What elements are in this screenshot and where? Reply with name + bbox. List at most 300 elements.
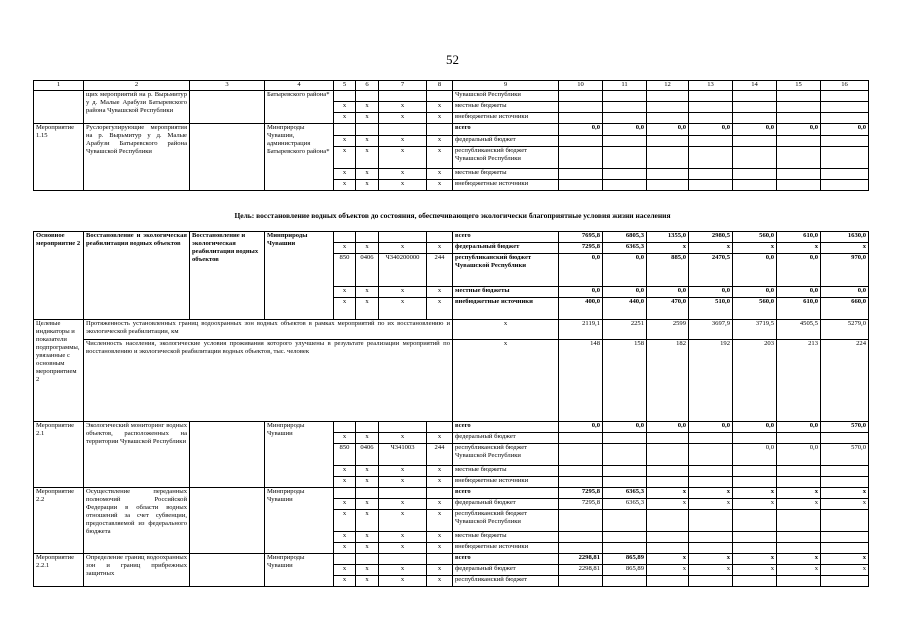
code-cell — [427, 232, 453, 243]
value-cell — [777, 433, 821, 444]
value-cell: 6805,3 — [603, 232, 647, 243]
code-cell: x — [379, 169, 427, 180]
indicator-value: 2119,1 — [559, 320, 603, 340]
code-cell: x — [356, 532, 379, 543]
code-cell: x — [379, 510, 427, 532]
funding-source: федеральный бюджет — [453, 565, 559, 576]
value-cell: 1355,0 — [647, 232, 689, 243]
funding-source: внебюджетные источники — [453, 543, 559, 554]
value-cell: x — [647, 554, 689, 565]
code-cell: x — [379, 136, 427, 147]
value-cell: 560,0 — [733, 232, 777, 243]
column-header: 14 — [733, 81, 777, 91]
value-cell: 0,0 — [559, 422, 603, 433]
code-cell: x — [334, 499, 356, 510]
code-cell: x — [356, 147, 379, 169]
value-cell — [733, 433, 777, 444]
code-cell — [356, 232, 379, 243]
value-cell: 400,0 — [559, 298, 603, 320]
value-cell: x — [821, 499, 869, 510]
value-cell: 7295,8 — [559, 243, 603, 254]
value-cell: x — [689, 243, 733, 254]
value-cell — [603, 147, 647, 169]
value-cell: 0,0 — [689, 124, 733, 136]
value-cell: 440,0 — [603, 298, 647, 320]
value-cell — [559, 477, 603, 488]
funding-source: всего — [453, 554, 559, 565]
funding-source: всего — [453, 422, 559, 433]
code-cell — [334, 422, 356, 433]
funding-source: республиканский бюджет Чувашской Республики — [453, 444, 559, 466]
value-cell: x — [821, 243, 869, 254]
code-cell: x — [334, 102, 356, 113]
value-cell: 1630,0 — [821, 232, 869, 243]
indicator-value: 3697,9 — [689, 320, 733, 340]
code-cell: x — [334, 147, 356, 169]
table-cell — [190, 91, 265, 124]
indicator-value: 148 — [559, 340, 603, 422]
value-cell — [689, 466, 733, 477]
value-cell — [603, 180, 647, 191]
column-header: 11 — [603, 81, 647, 91]
table-cell — [733, 113, 777, 124]
value-cell — [777, 180, 821, 191]
measure-col3 — [190, 422, 265, 488]
table-row — [34, 124, 869, 136]
value-cell: 510,0 — [689, 298, 733, 320]
funding-source: республиканский бюджет Чувашской Республики — [453, 254, 559, 287]
column-header: 1 — [34, 81, 84, 91]
value-cell — [689, 444, 733, 466]
code-cell: x — [379, 466, 427, 477]
column-header: 10 — [559, 81, 603, 91]
code-cell — [356, 488, 379, 499]
value-cell — [689, 532, 733, 543]
code-cell: x — [427, 147, 453, 169]
value-cell: 0,0 — [733, 287, 777, 298]
funding-source: республиканский бюджет — [453, 576, 559, 587]
measure-name: Восстановление и экологическая реабилитация водных объектов — [84, 232, 190, 320]
code-cell: x — [379, 147, 427, 169]
code-cell: x — [334, 466, 356, 477]
value-cell — [559, 147, 603, 169]
code-cell — [334, 232, 356, 243]
funding-source: внебюджетные источники — [453, 180, 559, 191]
code-cell — [379, 554, 427, 565]
value-cell — [647, 576, 689, 587]
code-cell: x — [379, 102, 427, 113]
indicator-value: 158 — [603, 340, 647, 422]
value-cell: x — [821, 488, 869, 499]
value-cell: 0,0 — [777, 287, 821, 298]
measure-label: Мероприятие 2.2.1 — [34, 554, 84, 587]
measure-executor: Минприроды Чувашии — [265, 554, 334, 587]
value-cell: 560,0 — [733, 298, 777, 320]
table-cell — [733, 91, 777, 102]
code-cell — [334, 488, 356, 499]
code-cell: x — [356, 113, 379, 124]
funding-source: Чувашской Республики — [453, 91, 559, 102]
value-cell: 0,0 — [821, 287, 869, 298]
value-cell: 470,0 — [647, 298, 689, 320]
value-cell: 0,0 — [777, 254, 821, 287]
column-header: 6 — [356, 81, 379, 91]
column-header: 4 — [265, 81, 334, 91]
value-cell — [733, 169, 777, 180]
table-cell — [647, 91, 689, 102]
cont-measure-name: щих мероприятий на р. Вырьмитур у д. Малые Арабузи Батыревского района Чувашской Республики — [84, 91, 190, 124]
measure-executor: Минприроды Чувашии — [265, 422, 334, 488]
column-header: 15 — [777, 81, 821, 91]
measure-executor: Минприроды Чувашии, администрация Батыревского района* — [265, 124, 334, 191]
value-cell: 0,0 — [777, 444, 821, 466]
code-cell — [427, 554, 453, 565]
code-cell: Ч340200000 — [379, 254, 427, 287]
code-cell: x — [356, 510, 379, 532]
column-header: 12 — [647, 81, 689, 91]
code-cell: x — [379, 298, 427, 320]
cont-label — [34, 91, 84, 124]
table-cell — [821, 91, 869, 102]
value-cell — [603, 466, 647, 477]
value-cell — [603, 136, 647, 147]
value-cell: 0,0 — [647, 124, 689, 136]
value-cell — [559, 543, 603, 554]
table-cell — [777, 102, 821, 113]
code-cell — [427, 422, 453, 433]
budget-table-main — [33, 231, 869, 587]
value-cell — [821, 169, 869, 180]
code-cell — [379, 124, 427, 136]
value-cell — [733, 147, 777, 169]
value-cell — [647, 466, 689, 477]
value-cell: x — [733, 565, 777, 576]
table-cell — [379, 91, 427, 102]
value-cell: x — [647, 499, 689, 510]
indicator-value: 182 — [647, 340, 689, 422]
code-cell: x — [334, 510, 356, 532]
code-cell — [427, 124, 453, 136]
code-cell — [427, 488, 453, 499]
value-cell — [821, 180, 869, 191]
indicator-value: 203 — [733, 340, 777, 422]
table-cell — [190, 124, 265, 191]
indicator-x: x — [453, 320, 559, 340]
value-cell: 0,0 — [733, 254, 777, 287]
value-cell: 0,0 — [733, 444, 777, 466]
column-header: 3 — [190, 81, 265, 91]
value-cell — [603, 433, 647, 444]
value-cell: 0,0 — [689, 422, 733, 433]
code-cell: x — [379, 180, 427, 191]
value-cell: x — [777, 499, 821, 510]
value-cell: 885,0 — [647, 254, 689, 287]
table-cell — [356, 91, 379, 102]
code-cell: x — [334, 169, 356, 180]
table-cell — [821, 113, 869, 124]
value-cell — [733, 510, 777, 532]
code-cell — [334, 554, 356, 565]
value-cell — [821, 477, 869, 488]
value-cell — [647, 180, 689, 191]
value-cell: x — [777, 488, 821, 499]
value-cell — [647, 510, 689, 532]
value-cell — [821, 510, 869, 532]
value-cell: x — [777, 554, 821, 565]
code-cell: x — [427, 510, 453, 532]
value-cell — [821, 576, 869, 587]
value-cell — [777, 169, 821, 180]
value-cell — [559, 180, 603, 191]
value-cell: 570,0 — [821, 444, 869, 466]
value-cell: x — [733, 243, 777, 254]
value-cell: 2298,81 — [559, 554, 603, 565]
value-cell — [689, 576, 733, 587]
value-cell: x — [733, 554, 777, 565]
column-header: 2 — [84, 81, 190, 91]
value-cell: x — [689, 488, 733, 499]
goal-heading: Цель: восстановление водных объектов до состояния, обеспечивающего экологически благоприятные условия жизни населения — [234, 211, 671, 220]
value-cell — [733, 136, 777, 147]
indicator-value: 2251 — [603, 320, 647, 340]
value-cell: 2470,5 — [689, 254, 733, 287]
code-cell: x — [427, 180, 453, 191]
value-cell — [777, 147, 821, 169]
value-cell: 7295,8 — [559, 488, 603, 499]
code-cell: x — [427, 532, 453, 543]
funding-source: местные бюджеты — [453, 532, 559, 543]
value-cell: 0,0 — [559, 124, 603, 136]
value-cell — [559, 510, 603, 532]
value-cell — [689, 180, 733, 191]
value-cell — [559, 532, 603, 543]
column-header: 7 — [379, 81, 427, 91]
value-cell — [777, 510, 821, 532]
measure-label: Мероприятие 2.1 — [34, 422, 84, 488]
value-cell: 865,89 — [603, 554, 647, 565]
code-cell — [379, 488, 427, 499]
funding-source: федеральный бюджет — [453, 499, 559, 510]
value-cell — [647, 136, 689, 147]
value-cell: 865,89 — [603, 565, 647, 576]
value-cell — [647, 169, 689, 180]
code-cell: x — [379, 243, 427, 254]
table-cell — [427, 91, 453, 102]
measure-executor: Минприроды Чувашии — [265, 488, 334, 554]
indicator-value: 2599 — [647, 320, 689, 340]
value-cell: 610,0 — [777, 232, 821, 243]
code-cell: x — [334, 433, 356, 444]
code-cell: x — [427, 477, 453, 488]
value-cell: 2298,81 — [559, 565, 603, 576]
code-cell: x — [427, 102, 453, 113]
code-cell — [379, 232, 427, 243]
value-cell: x — [647, 488, 689, 499]
code-cell: x — [427, 576, 453, 587]
table-cell — [689, 102, 733, 113]
indicator-value: 5279,0 — [821, 320, 869, 340]
indicator-value: 213 — [777, 340, 821, 422]
table-cell — [559, 102, 603, 113]
value-cell: 0,0 — [603, 124, 647, 136]
code-cell: x — [334, 565, 356, 576]
column-header: 13 — [689, 81, 733, 91]
value-cell — [647, 477, 689, 488]
value-cell — [689, 169, 733, 180]
code-cell: x — [356, 298, 379, 320]
funding-source: федеральный бюджет — [453, 433, 559, 444]
indicator-value: 3719,5 — [733, 320, 777, 340]
code-cell: x — [356, 477, 379, 488]
code-cell: x — [427, 298, 453, 320]
code-cell: x — [334, 113, 356, 124]
value-cell: 6365,3 — [603, 243, 647, 254]
table-row — [34, 340, 869, 422]
indicator-text: Протяженность установленных границ водоохранных зон водных объектов в рамках мероприятий по их восстановлению и экологической реабилитации, км — [84, 320, 453, 340]
table-cell — [603, 102, 647, 113]
indicator-value: 224 — [821, 340, 869, 422]
value-cell: 0,0 — [603, 287, 647, 298]
code-cell: x — [334, 298, 356, 320]
code-cell: x — [356, 565, 379, 576]
value-cell: 0,0 — [777, 124, 821, 136]
funding-source: республиканский бюджет Чувашской Республики — [453, 147, 559, 169]
value-cell — [777, 466, 821, 477]
measure-label: Мероприятие 1.15 — [34, 124, 84, 191]
value-cell: 0,0 — [733, 124, 777, 136]
value-cell — [689, 433, 733, 444]
value-cell — [689, 510, 733, 532]
value-cell: 0,0 — [821, 124, 869, 136]
code-cell — [356, 124, 379, 136]
code-cell: x — [356, 576, 379, 587]
code-cell: x — [427, 243, 453, 254]
measure-name: Определение границ водоохранных зон и границ прибрежных защитных — [84, 554, 190, 587]
code-cell: x — [379, 499, 427, 510]
code-cell: x — [427, 169, 453, 180]
code-cell: x — [356, 466, 379, 477]
value-cell — [603, 543, 647, 554]
value-cell — [821, 433, 869, 444]
funding-source: местные бюджеты — [453, 287, 559, 298]
table-row — [34, 232, 869, 243]
code-cell: x — [379, 532, 427, 543]
value-cell — [821, 466, 869, 477]
value-cell — [777, 543, 821, 554]
table-row — [34, 422, 869, 433]
code-cell: 0406 — [356, 444, 379, 466]
value-cell: 0,0 — [603, 254, 647, 287]
column-header: 5 — [334, 81, 356, 91]
value-cell — [733, 532, 777, 543]
value-cell — [603, 444, 647, 466]
value-cell — [733, 543, 777, 554]
code-cell: 0406 — [356, 254, 379, 287]
value-cell — [777, 532, 821, 543]
value-cell — [559, 466, 603, 477]
table-row — [34, 81, 869, 91]
code-cell: x — [334, 543, 356, 554]
funding-source: внебюджетные источники — [453, 113, 559, 124]
code-cell: x — [379, 113, 427, 124]
code-cell — [334, 124, 356, 136]
code-cell: x — [334, 243, 356, 254]
value-cell: 0,0 — [689, 287, 733, 298]
code-cell: x — [356, 136, 379, 147]
value-cell: x — [689, 554, 733, 565]
code-cell — [356, 554, 379, 565]
table-cell — [559, 91, 603, 102]
value-cell: 7295,8 — [559, 499, 603, 510]
column-header: 16 — [821, 81, 869, 91]
value-cell — [647, 532, 689, 543]
table-cell — [689, 91, 733, 102]
column-header: 9 — [453, 81, 559, 91]
value-cell — [821, 543, 869, 554]
cont-executor: Батыревского района* — [265, 91, 334, 124]
code-cell: x — [334, 576, 356, 587]
funding-source: федеральный бюджет — [453, 243, 559, 254]
measure-name: Осуществление переданных полномочий Российской Федерации в области водных отношений за счет субвенции, предоставляемой из федерального бюджета — [84, 488, 190, 554]
code-cell: x — [379, 543, 427, 554]
value-cell: 660,0 — [821, 298, 869, 320]
value-cell: x — [821, 565, 869, 576]
funding-source: федеральный бюджет — [453, 136, 559, 147]
value-cell: 2980,5 — [689, 232, 733, 243]
code-cell: Ч341003 — [379, 444, 427, 466]
indicator-value: 192 — [689, 340, 733, 422]
table-row — [34, 554, 869, 565]
funding-source: всего — [453, 232, 559, 243]
code-cell: 244 — [427, 254, 453, 287]
value-cell: 0,0 — [603, 422, 647, 433]
funding-source: всего — [453, 488, 559, 499]
table-cell — [777, 91, 821, 102]
value-cell — [559, 576, 603, 587]
value-cell: 0,0 — [647, 287, 689, 298]
value-cell: 970,0 — [821, 254, 869, 287]
table-cell — [733, 102, 777, 113]
indicator-value: 4505,5 — [777, 320, 821, 340]
code-cell: x — [427, 433, 453, 444]
measure-name: Руслорегулирующие мероприятия на р. Вырьмитур у д. Малые Арабузи Батыревского района Чувашской Республики — [84, 124, 190, 191]
value-cell — [733, 477, 777, 488]
code-cell: x — [356, 243, 379, 254]
table-cell — [647, 113, 689, 124]
code-cell: x — [356, 499, 379, 510]
code-cell: x — [356, 433, 379, 444]
value-cell — [559, 433, 603, 444]
value-cell: x — [647, 243, 689, 254]
value-cell: 0,0 — [559, 287, 603, 298]
table-cell — [559, 113, 603, 124]
value-cell: 0,0 — [559, 254, 603, 287]
value-cell — [777, 477, 821, 488]
code-cell: x — [334, 477, 356, 488]
value-cell: 7695,8 — [559, 232, 603, 243]
measure-col3: Восстановление и экологическая реабилитация водных объектов — [190, 232, 265, 320]
code-cell: x — [356, 287, 379, 298]
table-cell — [821, 102, 869, 113]
code-cell: x — [379, 565, 427, 576]
code-cell: x — [379, 287, 427, 298]
code-cell: x — [356, 102, 379, 113]
value-cell — [559, 444, 603, 466]
column-header: 8 — [427, 81, 453, 91]
value-cell — [559, 169, 603, 180]
code-cell: x — [334, 136, 356, 147]
value-cell — [647, 444, 689, 466]
